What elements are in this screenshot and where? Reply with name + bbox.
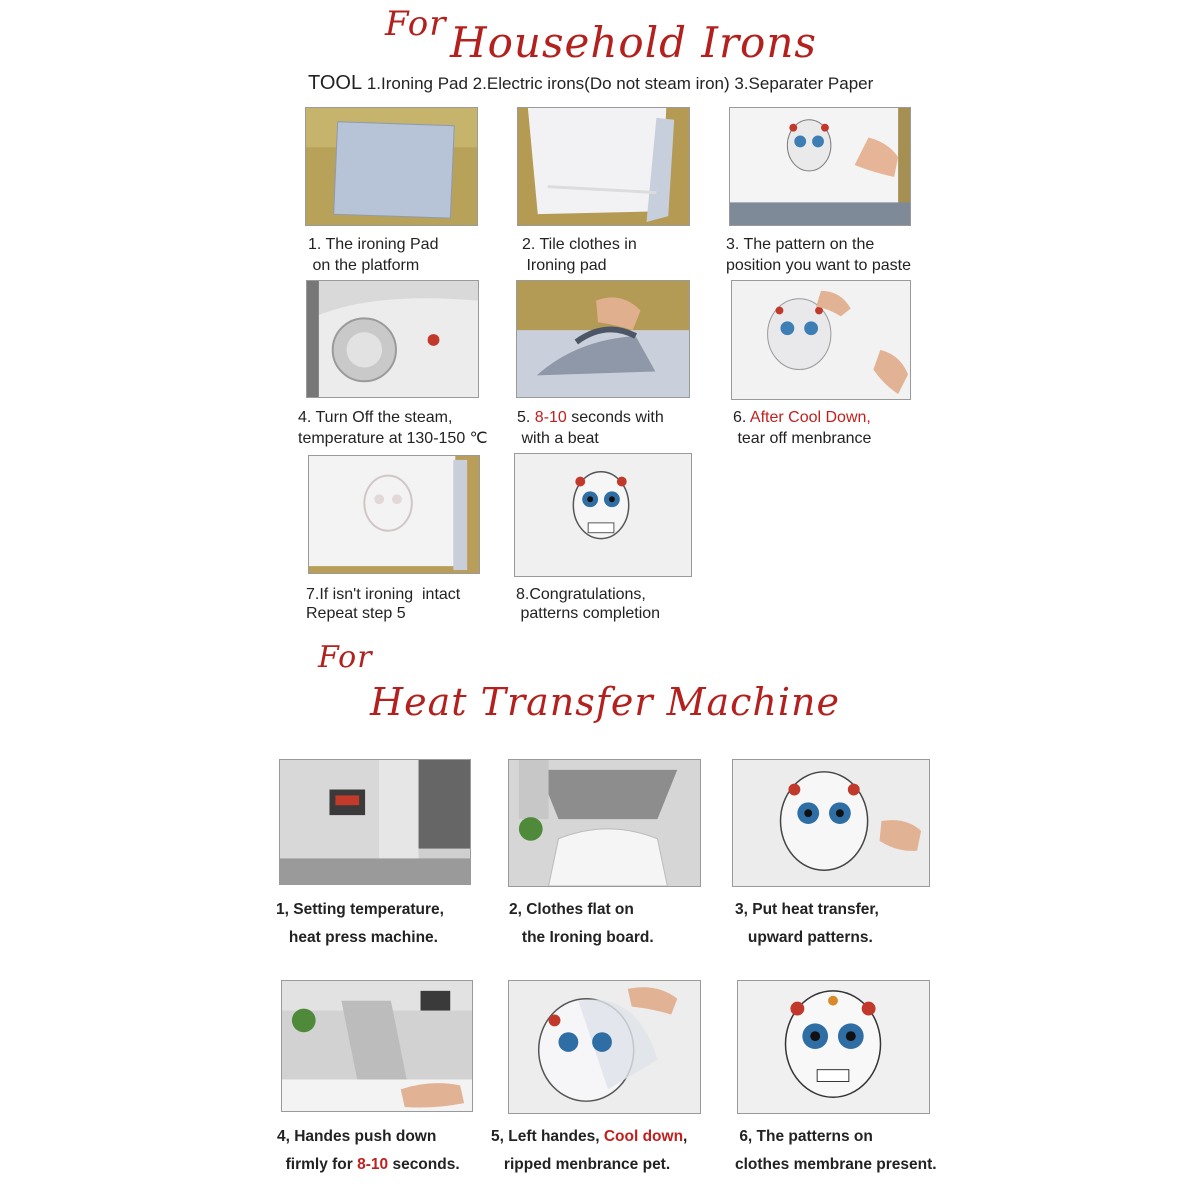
photo-clothes-flat	[508, 759, 701, 887]
household-step-8-caption: 8.Congratulations, patterns completion	[516, 586, 661, 622]
section-title-heat-transfer-machine: Heat Transfer Machine	[370, 680, 841, 724]
photo-turn-off-steam	[306, 280, 479, 398]
for-label-bottom: For	[318, 640, 373, 675]
household-step-3-caption: 3. The pattern on the position you want to paste	[726, 236, 912, 274]
tools-text: 1.Ironing Pad 2.Electric irons(Do not steam iron) 3.Separater Paper	[366, 74, 874, 93]
photo-rip-membrane	[508, 980, 701, 1114]
household-step-5-caption: 5. 8-10 seconds with with a beat	[517, 409, 664, 447]
section-title-household-irons: Household Irons	[450, 18, 817, 67]
machine-step-3-caption: 3, Put heat transfer, upward patterns.	[735, 901, 879, 946]
machine-step-5-caption: 5, Left handes, Cool down, ripped menbrance pet.	[491, 1128, 688, 1173]
photo-place-pattern	[729, 107, 911, 226]
machine-step-6-caption: 6, The patterns on clothes membrane present.	[735, 1128, 937, 1173]
photo-final-pattern	[737, 980, 930, 1114]
household-step-1-caption: 1. The ironing Pad on the platform	[308, 236, 439, 274]
household-step-7-caption: 7.If isn't ironing intact Repeat step 5	[306, 586, 461, 622]
photo-ironing-pad	[305, 107, 478, 226]
photo-not-intact	[308, 455, 480, 574]
photo-tear-membrane	[731, 280, 911, 400]
photo-iron-pressing	[516, 280, 690, 398]
machine-step-1-caption: 1, Setting temperature, heat press machine.	[276, 901, 444, 946]
household-step-6-caption: 6. After Cool Down, tear off menbrance	[733, 409, 872, 447]
photo-tile-clothes	[517, 107, 690, 226]
photo-setting-temperature	[279, 759, 471, 885]
tools-label: TOOL	[308, 72, 363, 94]
photo-put-transfer	[732, 759, 930, 887]
tools-line	[308, 72, 873, 95]
for-label-top: For	[385, 4, 447, 44]
photo-push-down	[281, 980, 473, 1112]
household-step-4-caption: 4. Turn Off the steam, temperature at 130-150 ℃	[298, 409, 488, 447]
machine-step-2-caption: 2, Clothes flat on the Ironing board.	[509, 901, 654, 946]
photo-completed-pattern	[514, 453, 692, 577]
machine-step-4-caption: 4, Handes push down firmly for 8-10 seconds.	[277, 1128, 460, 1173]
household-step-2-caption: 2. Tile clothes in Ironing pad	[522, 236, 637, 274]
